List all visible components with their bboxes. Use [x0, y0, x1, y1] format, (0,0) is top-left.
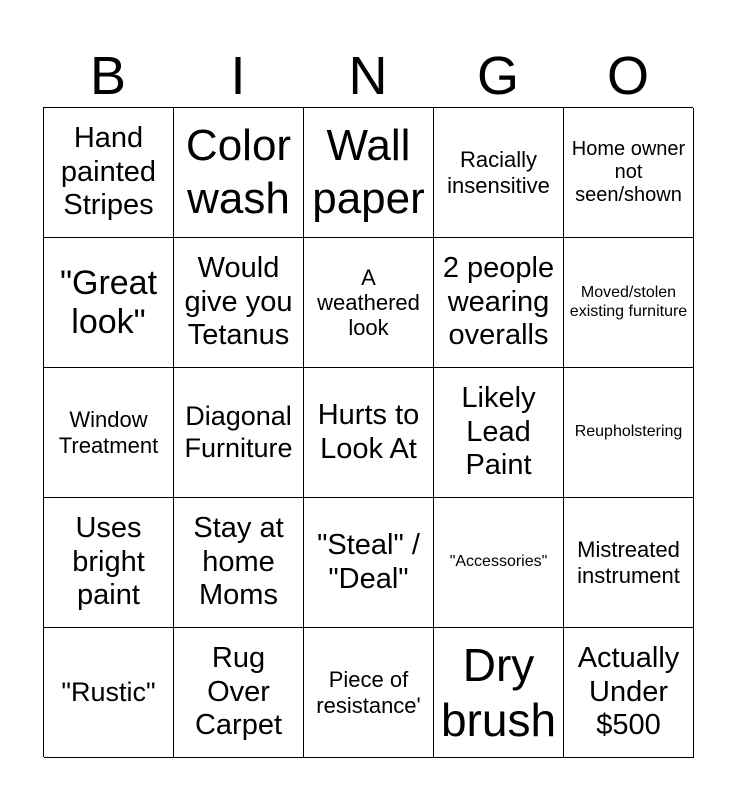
cell-text: Uses bright paint	[72, 512, 145, 612]
bingo-cell[interactable]	[304, 628, 434, 758]
cell-text: Diagonal Furniture	[184, 401, 293, 463]
cell-text: "Great look"	[59, 264, 158, 341]
bingo-cell[interactable]	[564, 498, 694, 628]
bingo-cell[interactable]	[304, 498, 434, 628]
cell-text: Mistreated instrument	[577, 537, 680, 588]
cell-text: Actually Under $500	[577, 642, 680, 742]
header-letter-b: B	[89, 46, 127, 106]
cell-text: 2 people wearing overalls	[442, 252, 555, 352]
bingo-cell[interactable]	[564, 108, 694, 238]
cell-text: "Accessories"	[449, 553, 548, 571]
cell-text: Piece of resistance'	[316, 667, 421, 718]
bingo-cell[interactable]	[174, 368, 304, 498]
bingo-board	[43, 107, 693, 757]
cell-text: Stay at home Moms	[193, 512, 284, 612]
bingo-cell[interactable]	[434, 108, 564, 238]
cell-text: Color wash	[185, 120, 292, 223]
cell-text: Would give you Tetanus	[184, 252, 293, 352]
cell-text: A weathered look	[317, 264, 420, 341]
bingo-cell[interactable]	[434, 238, 564, 368]
bingo-header	[43, 44, 693, 108]
bingo-cell[interactable]	[564, 368, 694, 498]
bingo-cell[interactable]	[44, 238, 174, 368]
bingo-cell[interactable]	[174, 628, 304, 758]
bingo-cell[interactable]	[174, 498, 304, 628]
cell-text: Home owner not seen/shown	[571, 138, 686, 206]
bingo-cell[interactable]	[434, 628, 564, 758]
cell-text: Hurts to Look At	[317, 399, 420, 465]
bingo-cell[interactable]	[304, 108, 434, 238]
bingo-cell[interactable]	[44, 108, 174, 238]
cell-text: Wall paper	[312, 120, 425, 223]
bingo-cell[interactable]	[44, 498, 174, 628]
bingo-cell[interactable]	[174, 238, 304, 368]
bingo-cell[interactable]	[434, 368, 564, 498]
cell-text: "Steal" / "Deal"	[317, 529, 420, 595]
cell-text: Racially insensitive	[447, 147, 550, 198]
cell-text: Window Treatment	[58, 407, 159, 458]
header-letter-i: I	[230, 46, 246, 106]
bingo-cell[interactable]	[434, 498, 564, 628]
bingo-cell[interactable]	[44, 628, 174, 758]
cell-text: Likely Lead Paint	[461, 382, 536, 482]
cell-text: Moved/stolen existing furniture	[569, 284, 688, 320]
cell-text: "Rustic"	[61, 676, 156, 707]
header-letter-g: G	[476, 46, 519, 106]
cell-text: Hand painted Stripes	[60, 122, 157, 222]
bingo-cell[interactable]	[304, 238, 434, 368]
header-letter-n: N	[348, 46, 388, 106]
cell-text: Reupholstering	[574, 423, 683, 441]
bingo-cell[interactable]	[304, 368, 434, 498]
bingo-cell[interactable]	[174, 108, 304, 238]
header-letter-o: O	[606, 46, 649, 106]
bingo-cell[interactable]	[44, 368, 174, 498]
bingo-cell[interactable]	[564, 628, 694, 758]
cell-text: Rug Over Carpet	[194, 642, 283, 742]
cell-text: Dry brush	[440, 639, 557, 746]
bingo-cell[interactable]	[564, 238, 694, 368]
